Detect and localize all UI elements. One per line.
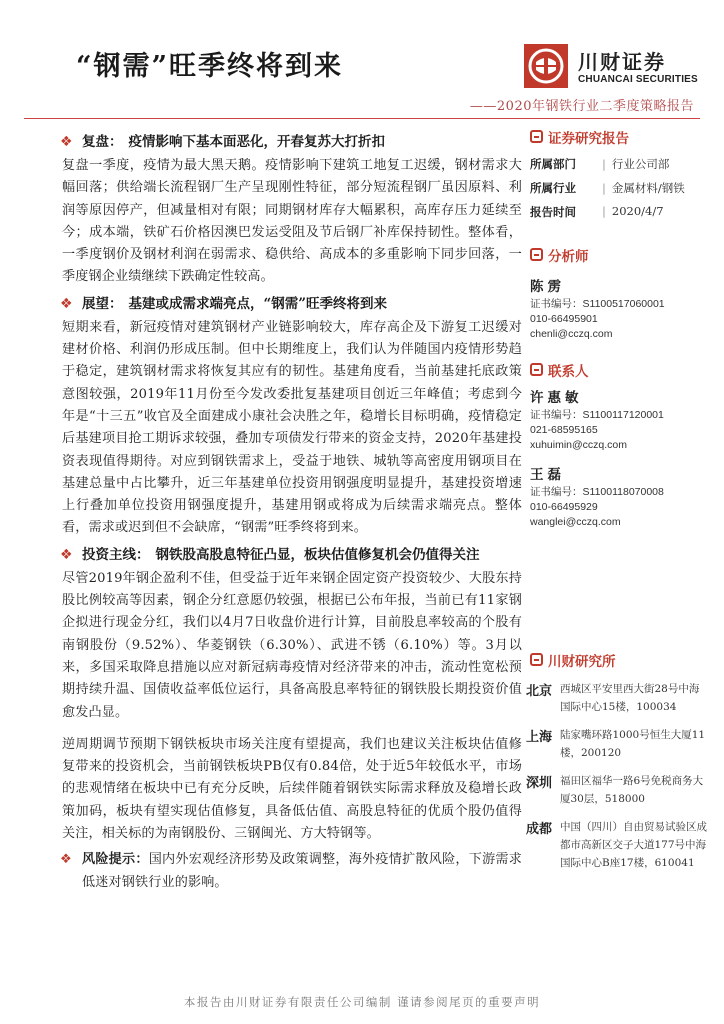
diamond-bullet-icon: ❖	[60, 134, 73, 150]
risk-text: 国内外宏观经济形势及政策调整，海外疫情扩散风险，下游需求低迷对钢铁行业的影响。	[82, 852, 523, 890]
contact-email[interactable]: xuhuimin@cczq.com	[530, 439, 628, 451]
section-heading-review	[62, 131, 522, 153]
sidebar	[526, 127, 708, 878]
contact-icon	[530, 363, 543, 376]
chuancai-logo-icon	[524, 44, 568, 88]
section-label: 复盘：	[82, 134, 123, 150]
analyst-icon	[530, 248, 543, 261]
diamond-bullet-icon: ❖	[60, 546, 73, 563]
main-content	[62, 127, 522, 896]
section-heading-investment	[62, 544, 522, 566]
info-row-industry: 所属行业 | 金属材料/钢铁	[530, 177, 708, 201]
report-subtitle: ——2020年钢铁行业二季度策略报告	[469, 99, 694, 114]
report-icon	[530, 130, 543, 143]
page-footer: 本报告由川财证券有限责任公司编制 谨请参阅尾页的重要声明	[183, 995, 541, 1009]
section-title: 疫情影响下基本面恶化，开春复苏大打折扣	[128, 134, 385, 150]
office-shenzhen: 深圳 福田区福华一路6号免税商务大厦30层，518000	[526, 775, 704, 805]
risk-warning	[62, 849, 522, 894]
sidebar-heading-analyst: 分析师	[530, 245, 708, 267]
paragraph: 逆周期调节预期下钢铁板块市场关注度有望提高，我们也建议关注板块估值修复带来的投资机会，当前钢铁板块PB仅有0.84倍，处于近5年较低水平，市场的悲观情绪在板块中已有充分反映，后续伴随着钢铁实际需求释放及稳增长政策加码，板块有望实现估值修复，具备低估值、高股息特征的优质个股仍值得关注，相关标的为南钢股份、三钢闽光、方大特钢等。	[62, 736, 522, 842]
paragraph: 复盘一季度，疫情为最大黑天鹅。疫情影响下建筑工地复工迟缓，钢材需求大幅回落；供给端长流程钢厂生产呈现刚性特征，部分短流程钢厂虽因原料、利润等原因停产，但减量相对有限；同期钢材库存大幅累积，高库存压力延续至今；成本端，铁矿石价格因澳巴发运受阻及节后钢厂补库保持韧性。整体看，一季度钢价及钢材利润在弱需求、稳供给、高成本的多重影响下同步回落，一季度钢企业绩继续下跌确定性较高。	[62, 158, 522, 285]
logo-name-cn: 川财证券	[578, 50, 666, 74]
section-label: 投资主线：	[82, 546, 150, 563]
contact-email[interactable]: wanglei@cczq.com	[530, 516, 621, 528]
section-label: 展望：	[82, 295, 123, 312]
contact-phone: 010-66495929	[530, 501, 598, 513]
analyst-name: 陈雳	[530, 279, 565, 295]
sidebar-heading-contact: 联系人	[530, 360, 708, 382]
contact-cert: 证书编号：S1100117120001	[530, 409, 664, 421]
institute-icon	[530, 653, 543, 666]
brand-logo	[524, 44, 704, 102]
diamond-bullet-icon: ❖	[60, 852, 72, 868]
header-divider	[24, 118, 700, 119]
analyst-cert: 证书编号：S1100517060001	[530, 298, 665, 310]
contact-cert: 证书编号：S1100118070008	[530, 486, 664, 498]
diamond-bullet-icon: ❖	[60, 295, 73, 312]
section-label: 风险提示：	[82, 852, 149, 868]
contact-name: 许惠敏	[530, 390, 583, 406]
info-row-department: 所属部门 | 行业公司部	[530, 153, 708, 177]
section-title: 钢铁股高股息特征凸显，板块估值修复机会仍值得关注	[155, 546, 480, 563]
sidebar-heading-report	[530, 127, 708, 149]
logo-name-en: CHUANCAI SECURITIES	[578, 74, 698, 85]
office-beijing: 北京 西城区平安里西大街28号中海国际中心15楼，100034	[526, 683, 700, 713]
paragraph: 尽管2019年钢企盈利不佳，但受益于近年来钢企固定资产投资较少、大股东持股比例较高等因素，钢企分红意愿仍较强，根据已公布年报，当前已有11家钢企拟进行现金分红，我们以4月7日收盘价进行计算，目前股息率较高的个股有南钢股份（9.52%）、华菱钢铁（6.30%）、武进不锈（6.10%）等。3月以来，多国采取降息措施以应对新冠病毒疫情对经济带来的冲击，流动性宽松预期持续升温、国债收益率低位运行，具备高股息率特征的钢铁股长期投资价值愈发凸显。	[62, 570, 522, 720]
analyst-phone: 010-66495901	[530, 313, 598, 325]
sidebar-heading-institute: 川财研究所	[530, 650, 708, 672]
office-chengdu: 成都 中国（四川）自由贸易试验区成都市高新区交子大道177号中海国际中心B座17楼，610041	[526, 821, 707, 869]
sidebar-heading-text: 证券研究报告	[548, 131, 629, 147]
section-heading-outlook	[62, 293, 522, 315]
info-row-date: 报告时间 | 2020/4/7	[530, 201, 708, 225]
contact-name: 王磊	[530, 467, 565, 483]
report-title: “钢需”旺季终将到来	[76, 51, 344, 82]
paragraph: 短期来看，新冠疫情对建筑钢材产业链影响较大，库存高企及下游复工迟缓对建材价格、利润仍形成压制。但中长期维度上，我们认为伴随国内疫情形势趋于稳定，建筑钢材需求将恢复其应有的韧性。基建角度看，当前基建托底政策意图较强，2019年11月份至今发改委批复基建项目创近三年峰值；考虑到今年是“十三五”收官及全面建成小康社会决胜之年，稳增长目标明确，疫情稳定后基建项目抢工期诉求较强，叠加专项债发行带来的资金支持，2020年基建投资表现值得期待。对应到钢铁需求上，受益于地铁、城轨等高密度用钢项目在基建总量中占比攀升，近三年基建单位投资用钢强度明显提升，基建投资增速上行叠加单位投资用钢强度提升，基建用钢或将成为后续需求端亮点。整体看，需求或迟到但不会缺席，“钢需”旺季终将到来。	[62, 319, 522, 536]
section-title: 基建或成需求端亮点，“钢需”旺季终将到来	[128, 295, 388, 312]
analyst-email[interactable]: chenli@cczq.com	[530, 328, 613, 340]
contact-phone: 021-68595165	[530, 424, 598, 436]
office-shanghai: 上海 陆家嘴环路1000号恒生大厦11楼，200120	[526, 729, 706, 759]
